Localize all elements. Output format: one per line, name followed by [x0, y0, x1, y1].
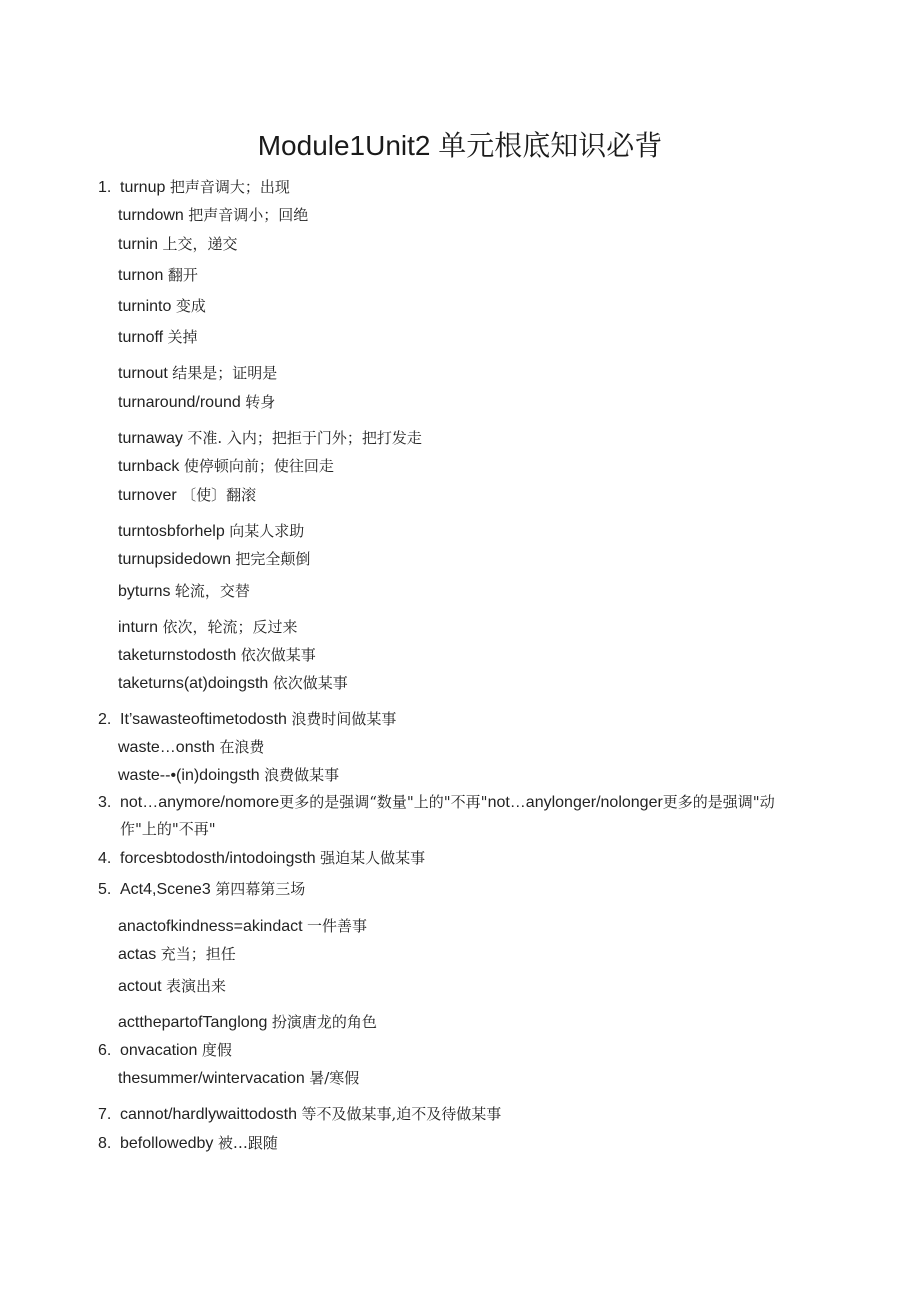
list-item — [98, 708, 396, 729]
list-item — [118, 1067, 359, 1088]
list-item — [118, 943, 236, 964]
meaning: 一件善事 — [307, 917, 368, 935]
meaning: 度假 — [201, 1041, 232, 1059]
meaning: 〔使〕翻滚 — [181, 486, 257, 504]
list-item — [118, 484, 256, 505]
phrase: waste--•(in)doingsth — [118, 767, 260, 784]
list-item — [118, 264, 198, 285]
list-item — [120, 818, 216, 839]
meaning: 轮流，交替 — [174, 582, 250, 600]
phrase: turnover — [118, 487, 177, 504]
phrase: byturns — [118, 583, 171, 600]
list-item — [118, 548, 310, 569]
list-item — [118, 1011, 377, 1032]
list-item — [118, 764, 339, 785]
phrase: turnupsidedown — [118, 551, 231, 568]
list-item — [118, 326, 198, 347]
phrase: turnoff — [118, 329, 164, 346]
list-item — [118, 204, 308, 225]
item-number: 6. — [98, 1042, 112, 1059]
phrase: befollowedby — [120, 1135, 214, 1152]
phrase: turnout — [118, 365, 168, 382]
meaning: 把声音调小；回绝 — [188, 206, 309, 224]
item-number: 5. — [98, 881, 112, 898]
list-item — [118, 672, 348, 693]
phrase: taketurnstodosth — [118, 647, 237, 664]
phrase: turnback — [118, 458, 180, 475]
phrase: turnup — [120, 179, 166, 196]
meaning: 依次做某事 — [272, 674, 348, 692]
phrase: It’sawasteoftimetodosth — [120, 711, 287, 728]
phrase: turnaround/round — [118, 394, 241, 411]
list-item — [118, 455, 334, 476]
phrase: turnon — [118, 267, 164, 284]
phrase: anactofkindness=akindact — [118, 918, 303, 935]
meaning: 浪费做某事 — [264, 766, 340, 784]
list-item — [98, 847, 425, 868]
phrase: waste…onsth — [118, 739, 215, 756]
meaning: 把声音调大；出现 — [169, 178, 290, 196]
item-number: 8. — [98, 1135, 112, 1152]
phrase: turnin — [118, 236, 159, 253]
meaning: 第四幕第三场 — [215, 880, 306, 898]
list-item — [118, 736, 264, 757]
item-number: 4. — [98, 850, 112, 867]
phrase: inturn — [118, 619, 159, 636]
phrase: turnaway — [118, 430, 183, 447]
phrase: actout — [118, 978, 162, 995]
phrase: taketurns(at)doingsth — [118, 675, 269, 692]
item-number: 1. — [98, 179, 112, 196]
item-number: 2. — [98, 711, 112, 728]
item-number: 3. — [98, 794, 112, 811]
phrase: thesummer/wintervacation — [118, 1070, 305, 1087]
item-number: 7. — [98, 1106, 112, 1123]
meaning: 依次，轮流；反过来 — [162, 618, 298, 636]
meaning: 强迫某人做某事 — [320, 849, 426, 867]
list-item — [98, 1132, 278, 1153]
list-item — [118, 233, 238, 254]
meaning: 转身 — [245, 393, 276, 411]
list-item — [118, 580, 250, 601]
phrase: actas — [118, 946, 157, 963]
phrase: actthepartofTanglong — [118, 1014, 268, 1031]
meaning: 表演出来 — [166, 977, 227, 995]
meaning: 更多的是强调“数量"上的"不再" — [279, 793, 488, 811]
meaning: 使停顿向前；使往回走 — [183, 457, 334, 475]
meaning: 暑/寒假 — [309, 1069, 360, 1087]
phrase: forcesbtodosth/intodoingsth — [120, 850, 316, 867]
meaning: 关掉 — [167, 328, 198, 346]
meaning: 变成 — [175, 297, 206, 315]
meaning: 结果是；证明是 — [172, 364, 278, 382]
list-item — [98, 791, 775, 812]
meaning: 不准. 入内；把拒于门外；把打发走 — [187, 429, 422, 447]
meaning: 翻开 — [167, 266, 198, 284]
meaning: 向某人求助 — [229, 522, 305, 540]
list-item — [98, 1039, 232, 1060]
meaning: 更多的是强调"动 — [662, 793, 775, 811]
meaning: 扮演唐龙的角色 — [271, 1013, 377, 1031]
list-item — [98, 1103, 501, 1124]
meaning: 依次做某事 — [240, 646, 316, 664]
phrase: turninto — [118, 298, 172, 315]
list-item — [118, 520, 304, 541]
phrase: cannot/hardlywaittodosth — [120, 1106, 297, 1123]
list-item — [118, 975, 226, 996]
list-item — [98, 176, 290, 197]
list-item — [118, 295, 206, 316]
phrase: turndown — [118, 207, 184, 224]
list-item — [118, 362, 277, 383]
list-item — [118, 915, 367, 936]
meaning: 把完全颠倒 — [235, 550, 311, 568]
list-item — [118, 644, 316, 665]
phrase: Act4,Scene3 — [120, 881, 211, 898]
meaning: 在浪费 — [219, 738, 265, 756]
page-title: Module1Unit2 单元根底知识必背 — [257, 130, 663, 161]
meaning: 浪费时间做某事 — [291, 710, 397, 728]
phrase: not…anylonger/nolonger — [487, 794, 663, 811]
meaning: 等不及做某事,迫不及待做某事 — [301, 1105, 502, 1123]
phrase: turntosbforhelp — [118, 523, 225, 540]
phrase: not…anymore/nomore — [120, 794, 280, 811]
meaning: 被…跟随 — [217, 1134, 278, 1152]
list-item — [118, 616, 298, 637]
phrase: onvacation — [120, 1042, 198, 1059]
list-item — [118, 427, 422, 448]
meaning: 上交，递交 — [162, 235, 238, 253]
meaning: 充当；担任 — [160, 945, 236, 963]
list-item — [118, 391, 275, 412]
meaning-continued: 作"上的"不再" — [120, 820, 216, 838]
list-item — [98, 878, 305, 899]
